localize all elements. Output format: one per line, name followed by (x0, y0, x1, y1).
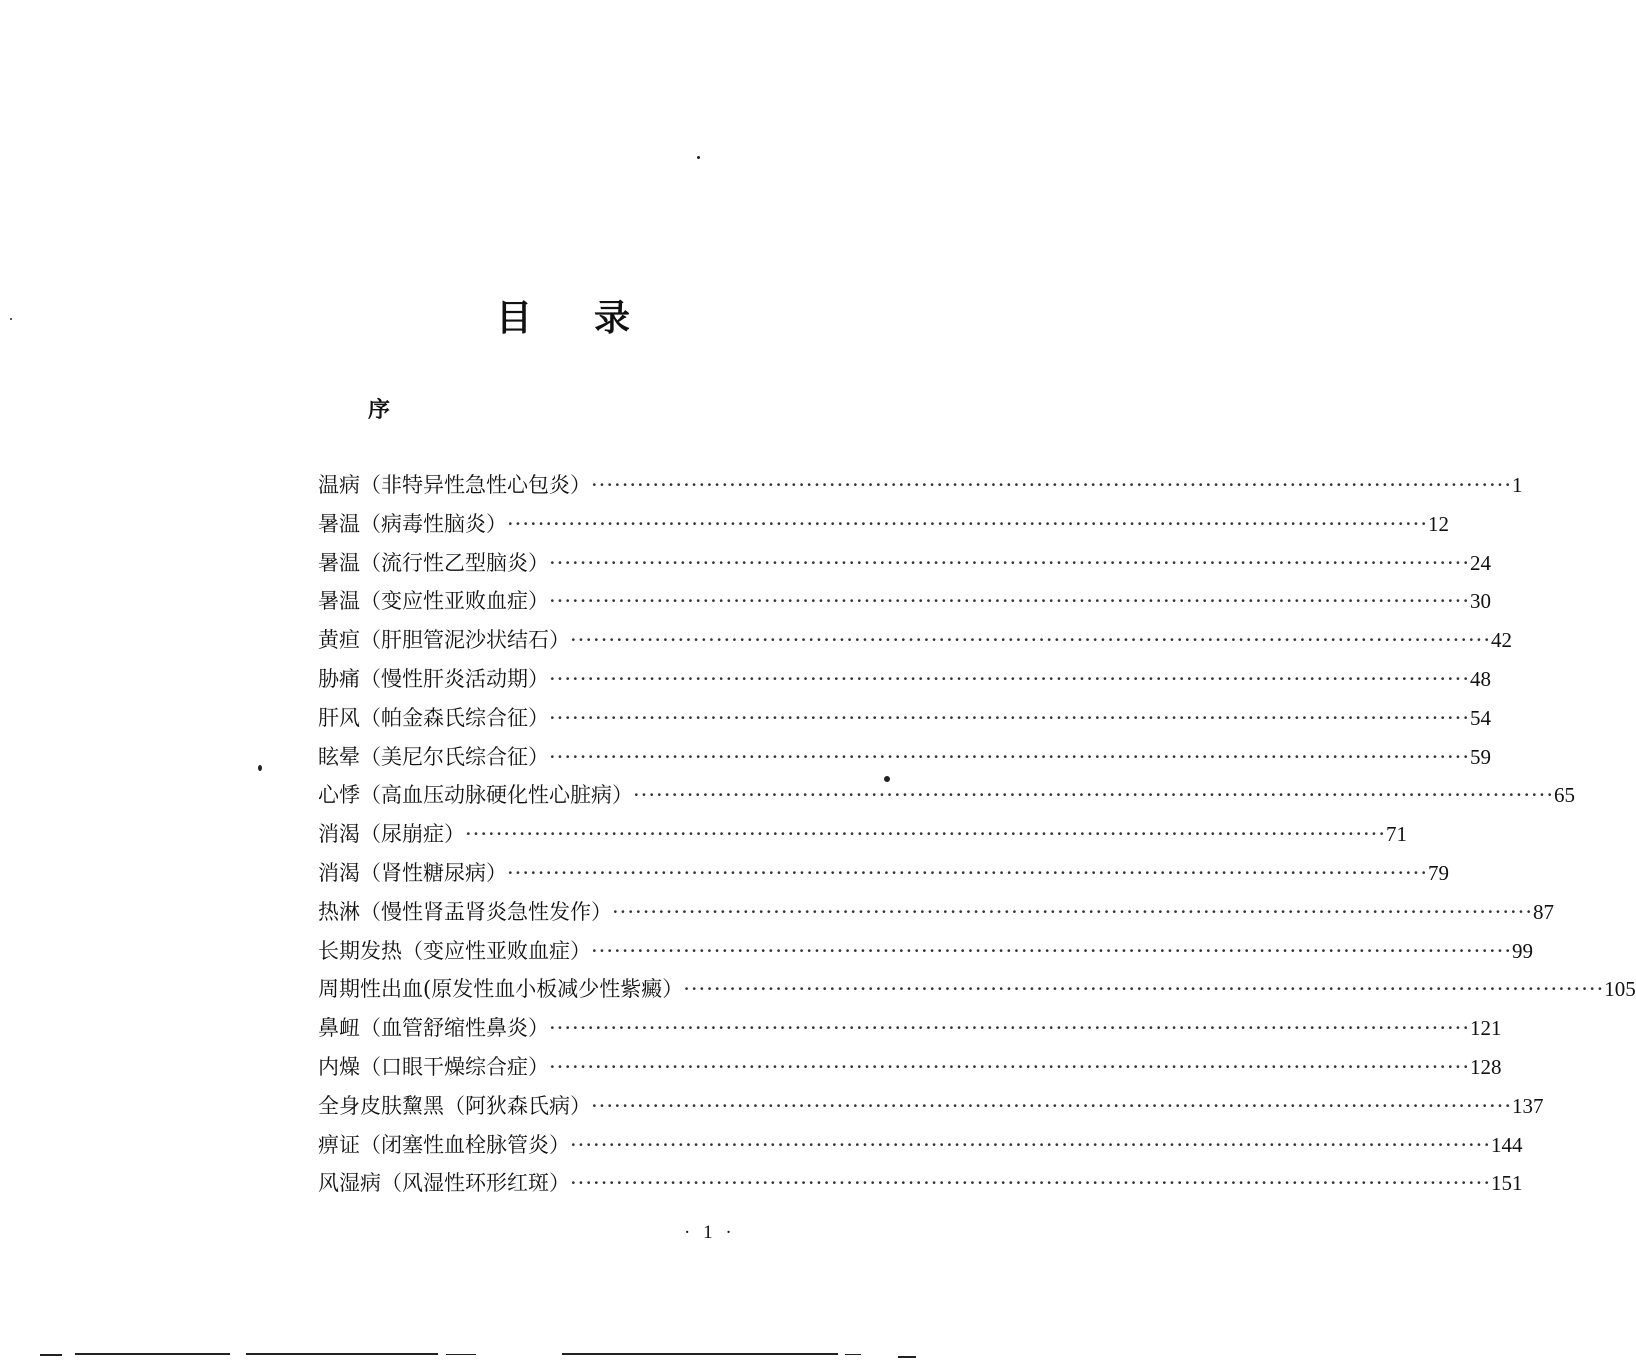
toc-entry-page: 99 (1512, 938, 1534, 963)
toc-entry-title: 内燥（口眼干燥综合症） (318, 1054, 549, 1079)
dot-leader: ························································································································ (549, 705, 1471, 730)
dot-leader: ························································································································ (633, 783, 1555, 808)
toc-entry (318, 896, 1555, 935)
toc-entry-page: 24 (1470, 550, 1492, 575)
dot-leader: ························································································································ (549, 744, 1471, 769)
bottom-rule (75, 1353, 230, 1355)
dot-leader: ························································································································ (591, 473, 1513, 497)
toc-entry-title: 黄疸（肝胆管泥沙状结石） (318, 628, 570, 653)
toc-entry-title: 心悸（高血压动脉硬化性心脏病） (318, 783, 633, 808)
toc-entry-page: 128 (1470, 1054, 1502, 1079)
dot-leader: ························································································································ (591, 1093, 1513, 1118)
dot-leader: ························································································································ (570, 1132, 1492, 1157)
toc-entry-title: 肝风（帕金森氏综合征） (318, 705, 549, 730)
dot-leader: ························································································································ (507, 511, 1429, 536)
bottom-rule (446, 1354, 476, 1355)
toc-entry (318, 663, 1492, 702)
page-title: 目录 (496, 298, 693, 339)
toc-entry (318, 585, 1492, 624)
toc-entry (318, 818, 1408, 857)
dot-leader: ························································································································ (465, 822, 1387, 847)
toc-entry (318, 1129, 1523, 1168)
bottom-rule (845, 1354, 861, 1355)
dot-leader: ························································································································ (549, 1054, 1471, 1079)
bottom-rule (898, 1356, 916, 1358)
toc-entry (318, 547, 1492, 586)
scan-speck (884, 776, 890, 782)
toc-entry (318, 741, 1492, 780)
toc-entry-page: 137 (1512, 1093, 1544, 1118)
dot-leader: ························································································································ (570, 1171, 1492, 1196)
toc-entry (318, 1090, 1544, 1129)
toc-entry (318, 1167, 1523, 1206)
toc-entry (318, 857, 1450, 896)
toc-entry-page: 30 (1470, 589, 1492, 614)
dot-leader: ························································································································ (570, 628, 1492, 653)
toc-entry-page: 54 (1470, 705, 1492, 730)
toc-entry-title: 周期性出血(原发性血小板减少性紫癜） (318, 977, 684, 1002)
toc-entry (318, 469, 1523, 508)
dot-leader: ························································································································ (612, 899, 1534, 924)
toc-entry-page: 48 (1470, 666, 1492, 691)
toc-entry-title: 风湿病（风湿性环形红斑） (318, 1171, 570, 1196)
toc-entry (318, 702, 1492, 741)
toc-entry-title: 暑温（流行性乙型脑炎） (318, 550, 549, 575)
toc-entry-page: 87 (1533, 899, 1555, 924)
dot-leader: ························································································································ (549, 550, 1471, 575)
toc-entry (318, 1051, 1502, 1090)
dot-leader: ························································································································ (549, 589, 1471, 614)
toc-entry-title: 长期发热（变应性亚败血症） (318, 938, 591, 963)
toc-entry-page: 12 (1428, 511, 1450, 536)
toc-entry-page: 121 (1470, 1016, 1502, 1041)
toc-entry (318, 1012, 1502, 1051)
dot-leader: ························································································································ (683, 977, 1605, 1002)
bottom-rule (246, 1353, 438, 1355)
dot-leader: ························································································································ (549, 666, 1471, 691)
toc-entry-page: 65 (1554, 783, 1576, 808)
scan-speck (697, 156, 700, 159)
toc-entry-page: 79 (1428, 860, 1450, 885)
toc-entry-title: 消渴（尿崩症） (318, 822, 465, 847)
dot-leader: ························································································································ (591, 938, 1513, 963)
dot-leader: ························································································································ (507, 860, 1429, 885)
bottom-rule (562, 1353, 838, 1355)
toc-entry-page: 105 (1604, 977, 1636, 1002)
toc-entry (318, 779, 1576, 818)
toc-entry-title: 温病（非特异性急性心包炎） (318, 473, 591, 497)
toc-entry-title: 全身皮肤黧黑（阿狄森氏病） (318, 1093, 591, 1118)
bottom-rule (40, 1354, 62, 1356)
toc-entry-page: 59 (1470, 744, 1492, 769)
page-number: · 1 · (684, 1222, 736, 1243)
preface-heading: 序 (368, 397, 391, 423)
toc-entry (318, 624, 1513, 663)
table-of-contents (318, 469, 1636, 1206)
toc-entry-page: 144 (1491, 1132, 1523, 1157)
toc-entry (318, 935, 1534, 974)
toc-entry (318, 973, 1636, 1012)
toc-entry-title: 暑温（病毒性脑炎） (318, 511, 507, 536)
toc-entry-title: 痹证（闭塞性血栓脉管炎） (318, 1132, 570, 1157)
toc-entry (318, 508, 1450, 547)
toc-entry-page: 1 (1512, 473, 1523, 497)
scan-speck (10, 318, 12, 320)
toc-entry-title: 热淋（慢性肾盂肾炎急性发作） (318, 899, 612, 924)
toc-entry-title: 鼻衄（血管舒缩性鼻炎） (318, 1016, 549, 1041)
toc-entry-page: 42 (1491, 628, 1513, 653)
toc-entry-title: 消渴（肾性糖尿病） (318, 860, 507, 885)
toc-entry-title: 眩晕（美尼尔氏综合征） (318, 744, 549, 769)
dot-leader: ························································································································ (549, 1016, 1471, 1041)
toc-entry-title: 暑温（变应性亚败血症） (318, 589, 549, 614)
scan-speck (258, 765, 262, 771)
toc-entry-page: 151 (1491, 1171, 1523, 1196)
toc-entry-page: 71 (1386, 822, 1408, 847)
toc-entry-title: 胁痛（慢性肝炎活动期） (318, 666, 549, 691)
